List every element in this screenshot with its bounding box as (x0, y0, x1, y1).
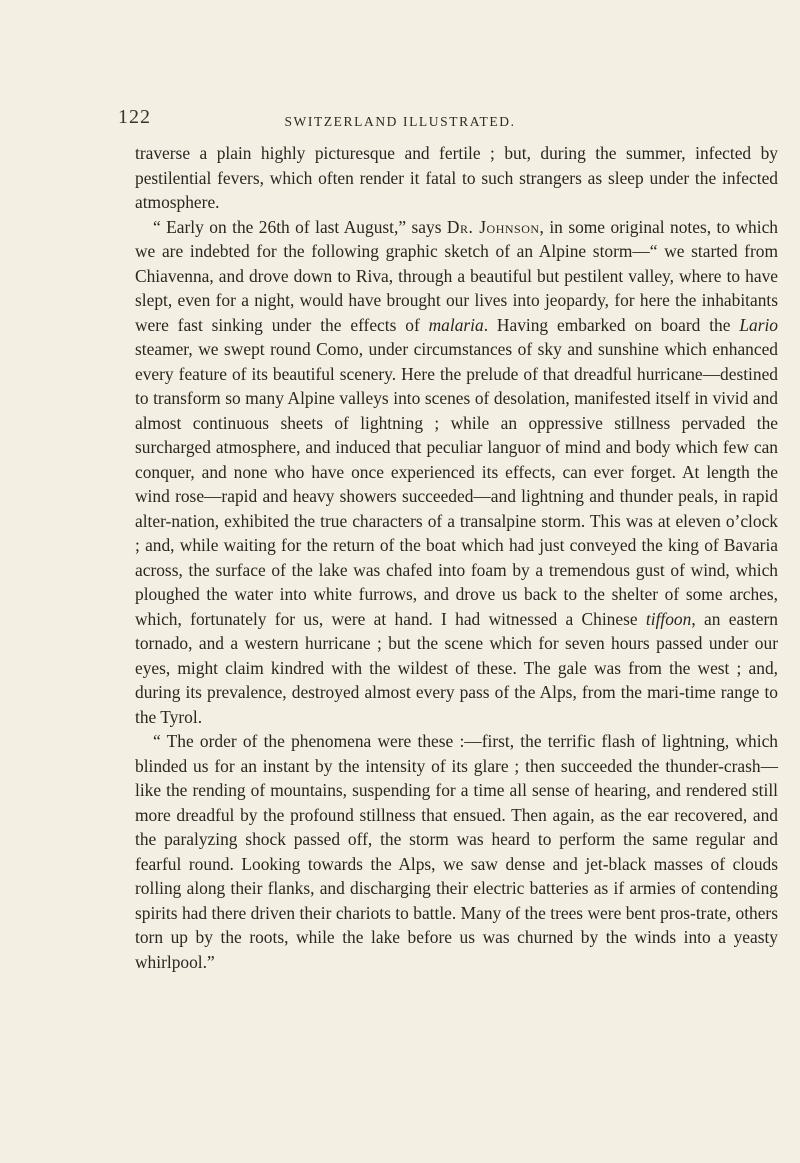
paragraph-2-part-d: steamer, we swept round Como, under circumstances of sky and sunshine which enhanced every feature of its beautiful scenery. Here the prelude of that dreadful hurricane—destined to transform so many Alpine valleys into scenes of desolation, manifested itself in vivid and almost continuous sheets of lightning ; while an oppressive stillness pervaded the surcharged atmosphere, and induced that peculiar languor of mind and body which few can conquer, and none who have once experienced its effects, can ever forget. At length the wind rose—rapid and heavy showers succeeded—and lightning and thunder peals, in rapid alter-nation, exhibited the true characters of a transalpine storm. This was at eleven o’clock ; and, while waiting for the return of the boat which had just conveyed the king of Bavaria across, the surface of the lake was chafed into foam by a tremendous gust of wind, which ploughed the water into white furrows, and drove us back to the shelter of some arches, which, fortunately for us, were at hand. I had witnessed a Chinese (135, 339, 778, 629)
running-head: SWITZERLAND ILLUSTRATED. (284, 114, 516, 129)
body-text (135, 141, 778, 974)
term-malaria: malaria (428, 314, 484, 335)
paragraph-2-part-c: . Having embarked on board the (483, 314, 740, 335)
paragraph-2-part-b: , in some original notes, to which we are indebted for the following graphic sketch of an Alpine storm—“ we started from Chiavenna, and drove down to Riva, through a beautiful but pestilent valley, where to have slept, even for a night, would have brought our lives into jeopardy, for here the inhabitants were fast sinking under the effects of (135, 216, 778, 335)
author-name: Dr. Johnson (446, 216, 540, 237)
page-number: 122 (118, 106, 151, 128)
steamer-name: Lario (739, 314, 778, 335)
paragraph-2-part-a: “ Early on the 26th of last August,” says (153, 216, 447, 237)
term-tiffoon: tiffoon (645, 608, 692, 629)
paragraph-1: traverse a plain highly picturesque and fertile ; but, during the summer, infected by pestilential fevers, which often render it fatal to such strangers as sleep under the infected atmosphere. (135, 143, 778, 212)
paragraph-3: “ The order of the phenomena were these :—first, the terrific flash of lightning, which blinded us for an instant by the intensity of its glare ; then succeeded the thunder-crash—like the rending of mountains, suspending for a time all sense of hearing, and rendered still more dreadful by the profound stillness that ensued. Then again, as the ear recovered, and the paralyzing shock passed off, the storm was heard to perform the same regular and fearful round. Looking towards the Alps, we saw dense and jet-black masses of clouds rolling along their flanks, and discharging their electric batteries as if armies of contending spirits had there driven their chariots to battle. Many of the trees were bent pros-trate, others torn up by the roots, while the lake before us was churned by the winds into a yeasty whirlpool.” (135, 731, 778, 972)
paragraph-2 (135, 215, 778, 730)
paragraph-2-part-e: , an eastern tornado, and a western hurricane ; but the scene which for seven hours passed under our eyes, might claim kindred with the wildest of these. The gale was from the west ; and, during its prevalence, destroyed almost every pass of the Alps, from the mari-time range to the Tyrol. (135, 608, 778, 727)
